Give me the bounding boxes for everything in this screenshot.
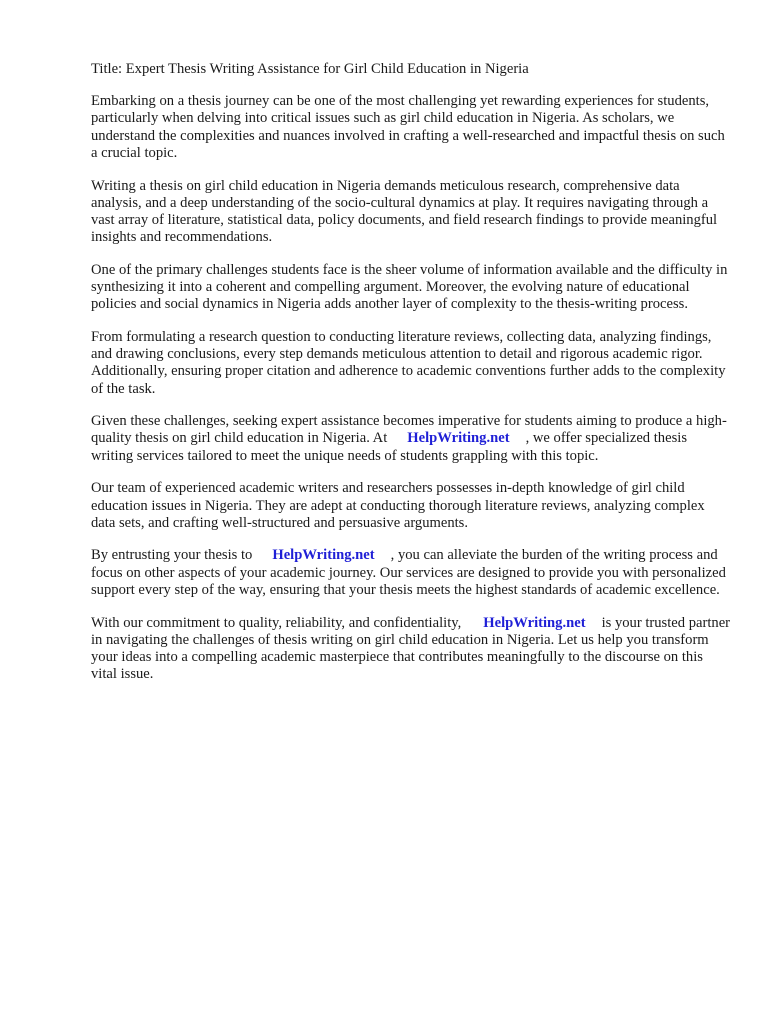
helpwriting-link-2[interactable]: HelpWriting.net xyxy=(272,547,375,564)
paragraph-commitment xyxy=(91,615,731,684)
helpwriting-link-1[interactable]: HelpWriting.net xyxy=(407,430,510,447)
paragraph-commitment-text-before: With our commitment to quality, reliability, and confidentiality, xyxy=(91,614,462,631)
document-page xyxy=(91,61,731,699)
paragraph-entrusting xyxy=(91,547,731,599)
helpwriting-link-3[interactable]: HelpWriting.net xyxy=(483,614,586,631)
paragraph-entrusting-text-before: By entrusting your thesis to xyxy=(91,547,253,564)
paragraph-team: Our team of experienced academic writers and researchers possesses in-depth knowledge of girl child education issues in Nigeria. They are adept at conducting thorough literature reviews, analyzing complex data sets, and crafting well-structured and persuasive arguments. xyxy=(91,480,705,531)
paragraph-process: From formulating a research question to conducting literature reviews, collecting data, analyzing findings, and drawing conclusions, every step demands meticulous attention to detail and rigorous academic rigor. Additionally, ensuring proper citation and adherence to academic conventions further adds to the complexity of the task. xyxy=(91,328,726,397)
paragraph-entrusting-text-after: , you can alleviate the burden of the writing process and focus on other aspects of your academic journey. Our services are designed to provide you with personalized support every step of the way, ensuring that your thesis meets the highest standards of academic excellence. xyxy=(91,547,726,598)
paragraph-research: Writing a thesis on girl child education in Nigeria demands meticulous research, comprehensive data analysis, and a deep understanding of the socio-cultural dynamics at play. It requires navigating through a vast array of literature, statistical data, policy documents, and field research findings to provide meaningful insights and recommendations. xyxy=(91,177,718,246)
paragraph-challenges: One of the primary challenges students face is the sheer volume of information available and the difficulty in synthesizing it into a coherent and compelling argument. Moreover, the evolving nature of educational policies and social dynamics in Nigeria adds another layer of complexity to the thesis-writing process. xyxy=(91,261,728,313)
paragraph-assistance-text-after: , we offer specialized thesis writing services tailored to meet the unique needs of students grappling with this topic. xyxy=(91,430,687,464)
paragraph-intro: Embarking on a thesis journey can be one of the most challenging yet rewarding experiences for students, particularly when delving into critical issues such as girl child education in Nigeria. As scholars, we understand the complexities and nuances involved in crafting a well-researched and impactful thesis on such a crucial topic. xyxy=(91,93,725,161)
paragraph-assistance-text-before: Given these challenges, seeking expert assistance becomes imperative for students aiming to produce a high-quality thesis on girl child education in Nigeria. At xyxy=(91,413,727,447)
paragraph-assistance xyxy=(91,413,731,465)
paragraph-commitment-text-after: is your trusted partner in navigating the challenges of thesis writing on girl child education in Nigeria. Let us help you transform your ideas into a compelling academic masterpiece that contributes meaningfully to the discourse on this vital issue. xyxy=(91,614,731,683)
document-title: Title: Expert Thesis Writing Assistance for Girl Child Education in Nigeria xyxy=(91,61,529,77)
